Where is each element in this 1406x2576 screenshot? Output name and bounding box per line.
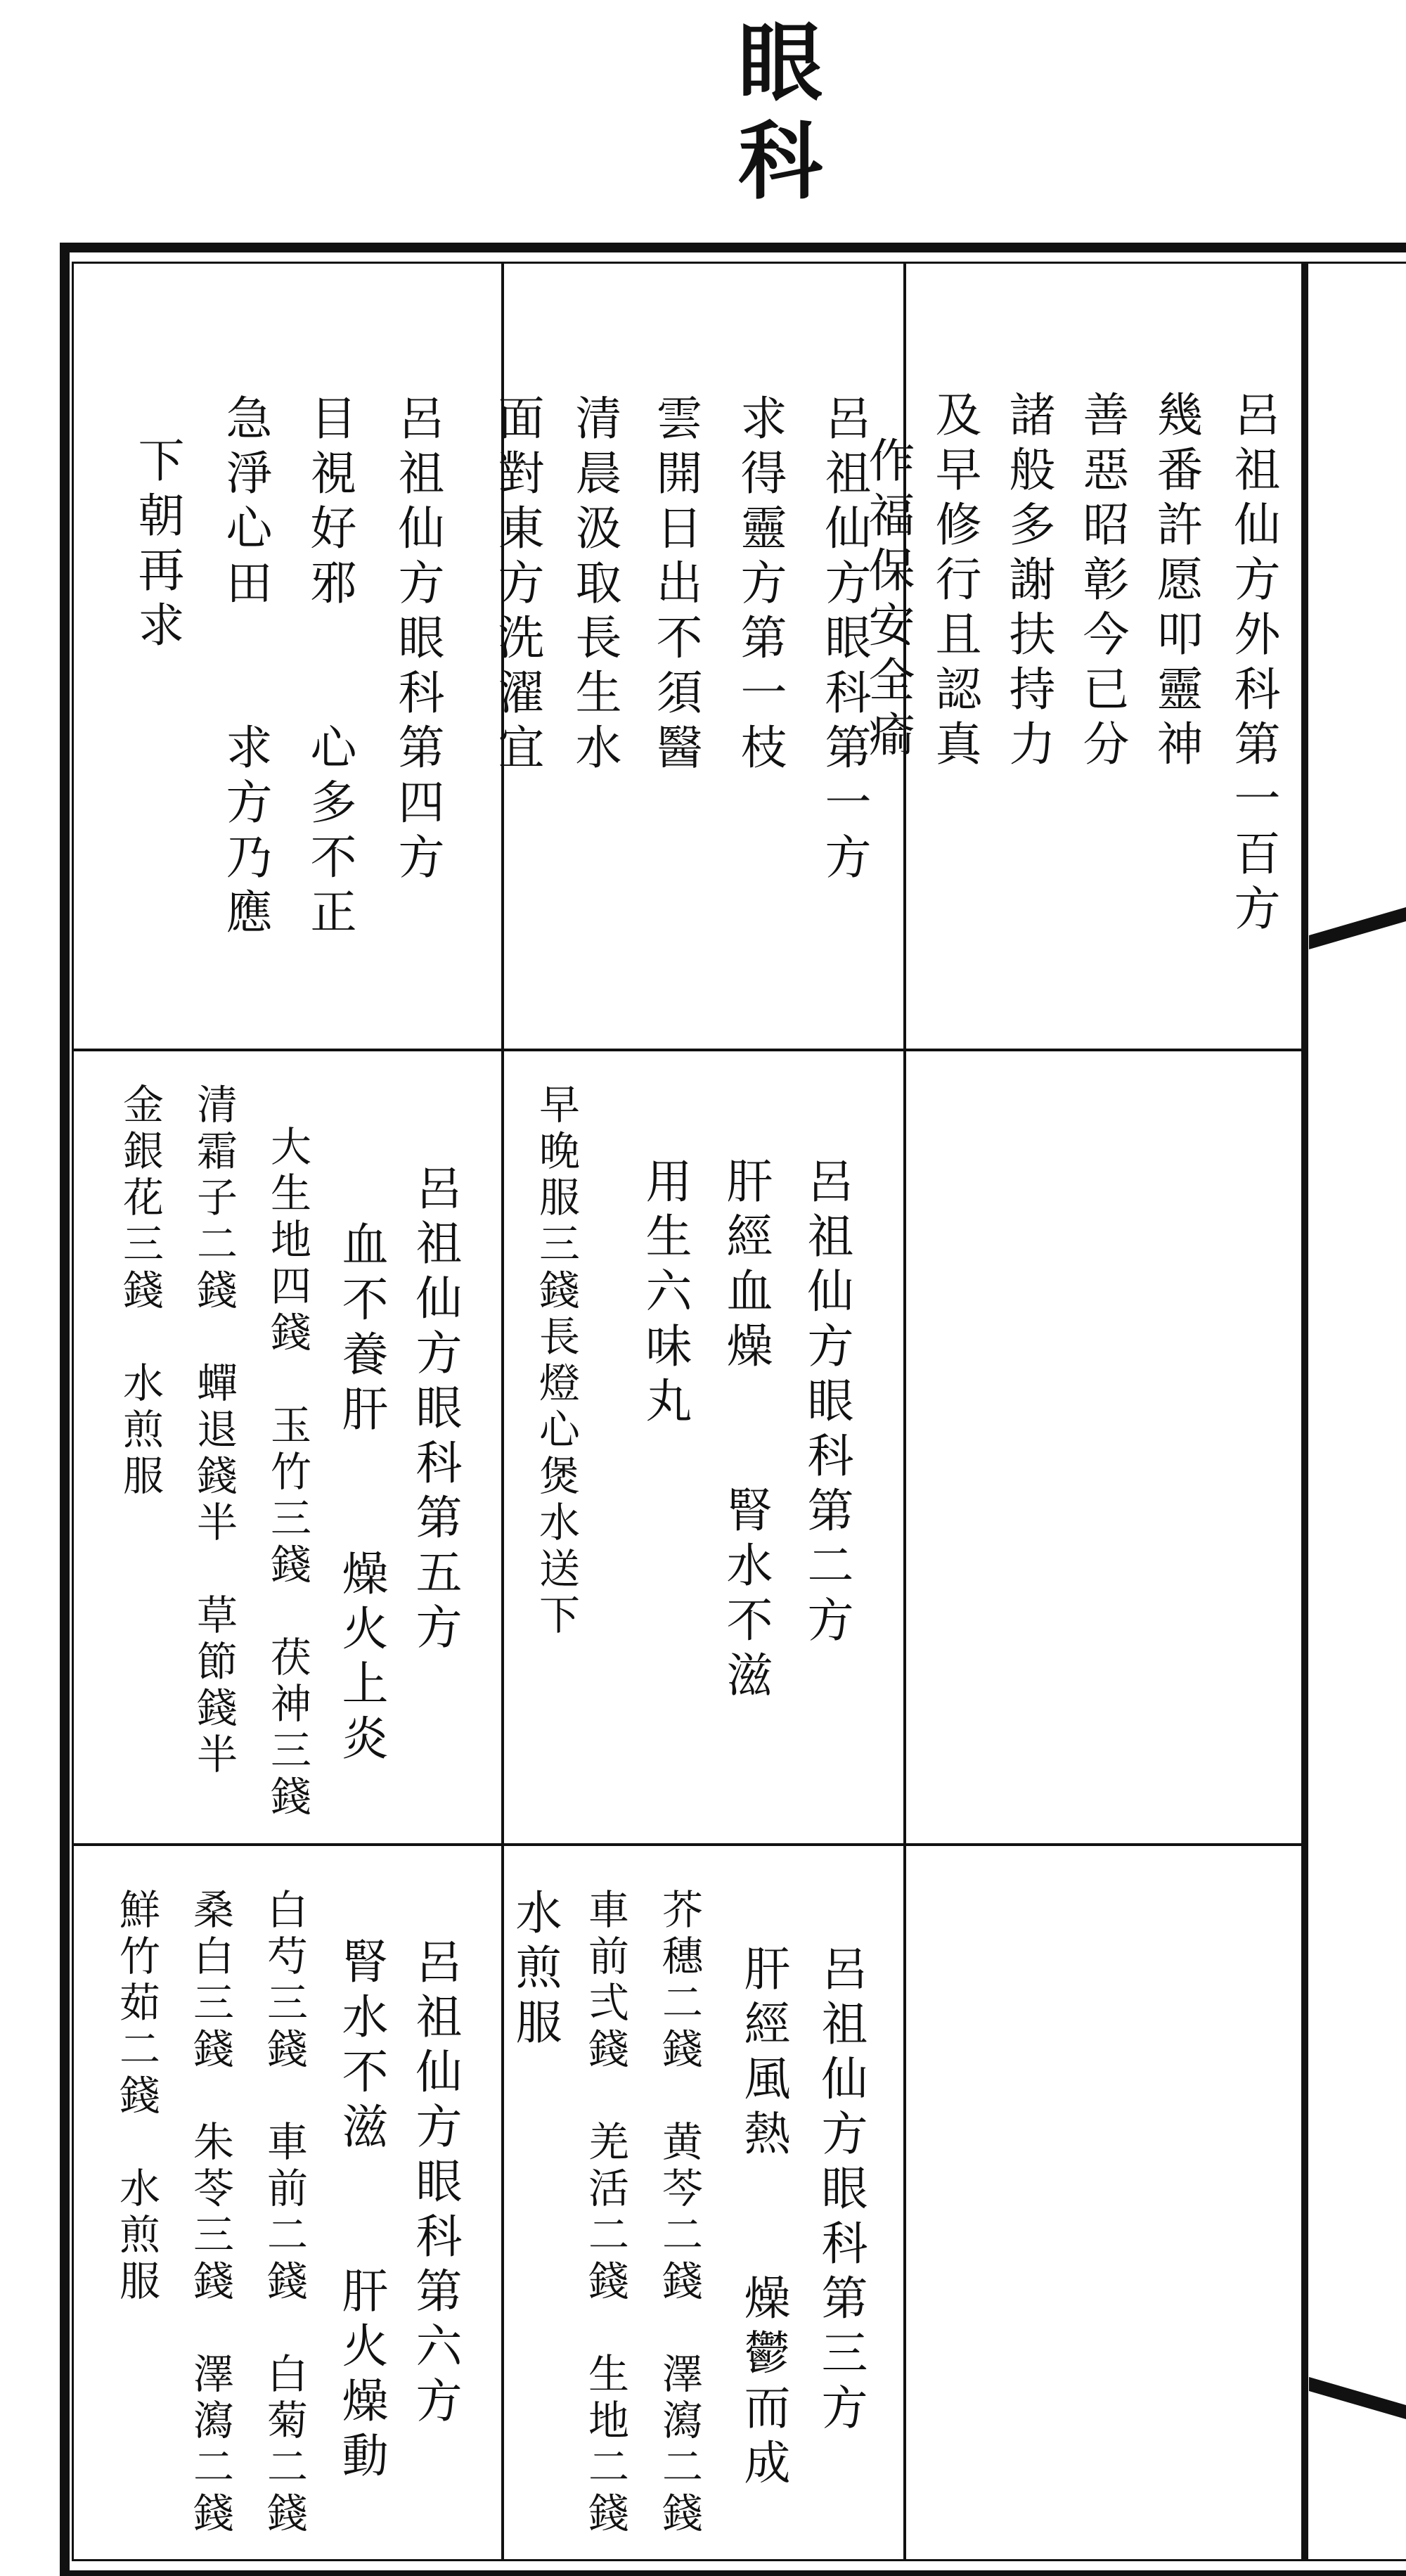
cell-eye-prescription-2 (504, 1051, 906, 1846)
text-column: 及早修行且認真 (927, 390, 981, 774)
text-column: 諸般多謝扶持力 (1001, 390, 1055, 774)
title-column: 呂祖仙方眼科第五方 (408, 1164, 462, 1658)
tab-mark-upper (1309, 907, 1406, 949)
title-column: 呂祖仙方眼科第四方 (390, 394, 444, 887)
cell-empty (906, 1051, 1304, 1846)
text-column: 鮮竹茹二錢 水煎服 (112, 1888, 160, 2306)
text-column: 車前弍錢 羌活二錢 生地二錢 (581, 1888, 629, 2538)
text-column: 血不養肝 燥火上炎 (334, 1220, 388, 1769)
cell-eye-prescription-3 (504, 1846, 906, 2561)
cell-eye-prescription-4 (74, 264, 504, 1051)
title-column: 呂祖仙方眼科第一方 (817, 394, 871, 887)
cell-eye-prescription-1 (490, 264, 906, 1051)
text-column: 水煎服 (508, 1888, 562, 2053)
text-column: 大生地四錢 玉竹三錢 茯神三錢 (264, 1125, 311, 1821)
text-column: 求得靈方第一枝 (733, 394, 787, 778)
cell-empty (906, 1846, 1304, 2561)
title-column: 呂祖仙方眼科第二方 (799, 1157, 853, 1651)
text-column: 肝經風熱 燥鬱而成 (736, 1944, 790, 2493)
header-char-eye: 眼 (738, 13, 823, 113)
text-column: 金銀花三錢 水煎服 (116, 1083, 164, 1501)
text-column: 早晚服三錢長燈心煲水送下 (532, 1083, 580, 1640)
title-column: 呂祖仙方眼科第六方 (408, 1937, 462, 2431)
text-column: 腎水不滋 肝火燥動 (334, 1937, 388, 2486)
text-column: 用生六味丸 (638, 1157, 692, 1431)
text-column: 面對東方洗濯宜 (490, 394, 544, 778)
title-column: 呂祖仙方外科第一百方 (1226, 390, 1280, 939)
header-char-section: 科 (738, 112, 823, 211)
text-column: 芥穗二錢 黄芩二錢 澤瀉二錢 (655, 1888, 703, 2538)
cell-external-prescription-100 (860, 264, 1304, 1051)
text-column: 下朝再求 (130, 436, 184, 655)
tab-mark-lower (1309, 2377, 1406, 2419)
text-column: 肝經血燥 腎水不滋 (718, 1157, 773, 1705)
text-column: 幾番許愿叩靈神 (1149, 390, 1203, 774)
text-column: 桑白三錢 朱苓三錢 澤瀉二錢 (186, 1888, 234, 2538)
text-column: 急淨心田 求方乃應 (218, 394, 272, 942)
text-column: 白芍三錢 車前二錢 白菊二錢 (260, 1888, 308, 2538)
text-column: 清晨汲取長生水 (567, 394, 621, 778)
page-header (710, 14, 851, 211)
text-column: 清霜子二錢 蟬退錢半 草節錢半 (190, 1083, 238, 1779)
text-column: 雲開日出不須醫 (648, 394, 702, 778)
text-column: 善惡昭彰今已分 (1075, 390, 1129, 774)
cell-eye-prescription-5 (74, 1051, 504, 1846)
title-column: 呂祖仙方眼科第三方 (813, 1944, 868, 2438)
text-column: 目視好邪 心多不正 (302, 394, 356, 942)
text-column: 作福保安全瘉 (860, 436, 915, 765)
cell-eye-prescription-6 (74, 1846, 504, 2561)
page-edge-line (1304, 262, 1308, 2561)
